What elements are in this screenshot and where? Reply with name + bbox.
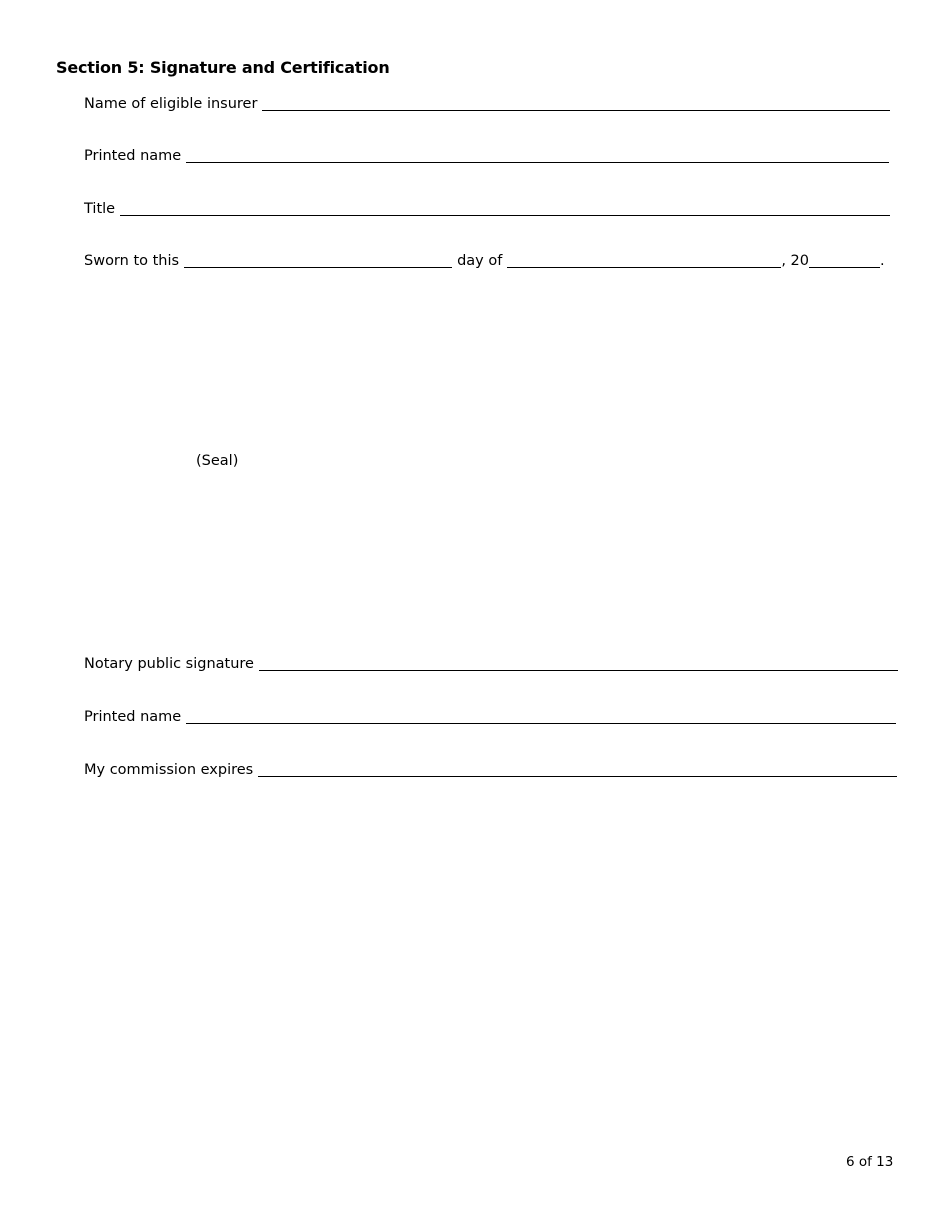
sworn-day-input[interactable] xyxy=(184,267,452,268)
eligible-insurer-label: Name of eligible insurer xyxy=(84,96,258,112)
title-input[interactable] xyxy=(120,215,890,216)
title-label: Title xyxy=(84,201,116,217)
notary-signature-input[interactable] xyxy=(259,670,898,671)
sworn-month-input[interactable] xyxy=(507,267,781,268)
notary-printed-name-row xyxy=(84,705,896,727)
sworn-row xyxy=(84,249,892,271)
page-number: 6 of 13 xyxy=(846,1154,894,1170)
sworn-label: Sworn to this xyxy=(84,253,180,269)
commission-row xyxy=(84,758,897,780)
seal-label: (Seal) xyxy=(196,453,239,469)
year-prefix-label: , 20 xyxy=(781,253,810,269)
printed-name-input[interactable] xyxy=(186,162,889,163)
printed-name-row xyxy=(84,144,889,166)
printed-name-label: Printed name xyxy=(84,148,182,164)
commission-input[interactable] xyxy=(258,776,897,777)
notary-printed-name-label: Printed name xyxy=(84,709,182,725)
eligible-insurer-input[interactable] xyxy=(262,110,890,111)
notary-signature-label: Notary public signature xyxy=(84,656,254,672)
eligible-insurer-row xyxy=(84,92,890,114)
year-suffix-label: . xyxy=(880,253,885,269)
notary-printed-name-input[interactable] xyxy=(186,723,896,724)
title-row xyxy=(84,197,890,219)
sworn-year-input[interactable] xyxy=(809,267,880,268)
commission-label: My commission expires xyxy=(84,762,254,778)
day-of-label: day of xyxy=(457,253,503,269)
notary-signature-row xyxy=(84,652,898,674)
section-title: Section 5: Signature and Certification xyxy=(56,58,390,77)
